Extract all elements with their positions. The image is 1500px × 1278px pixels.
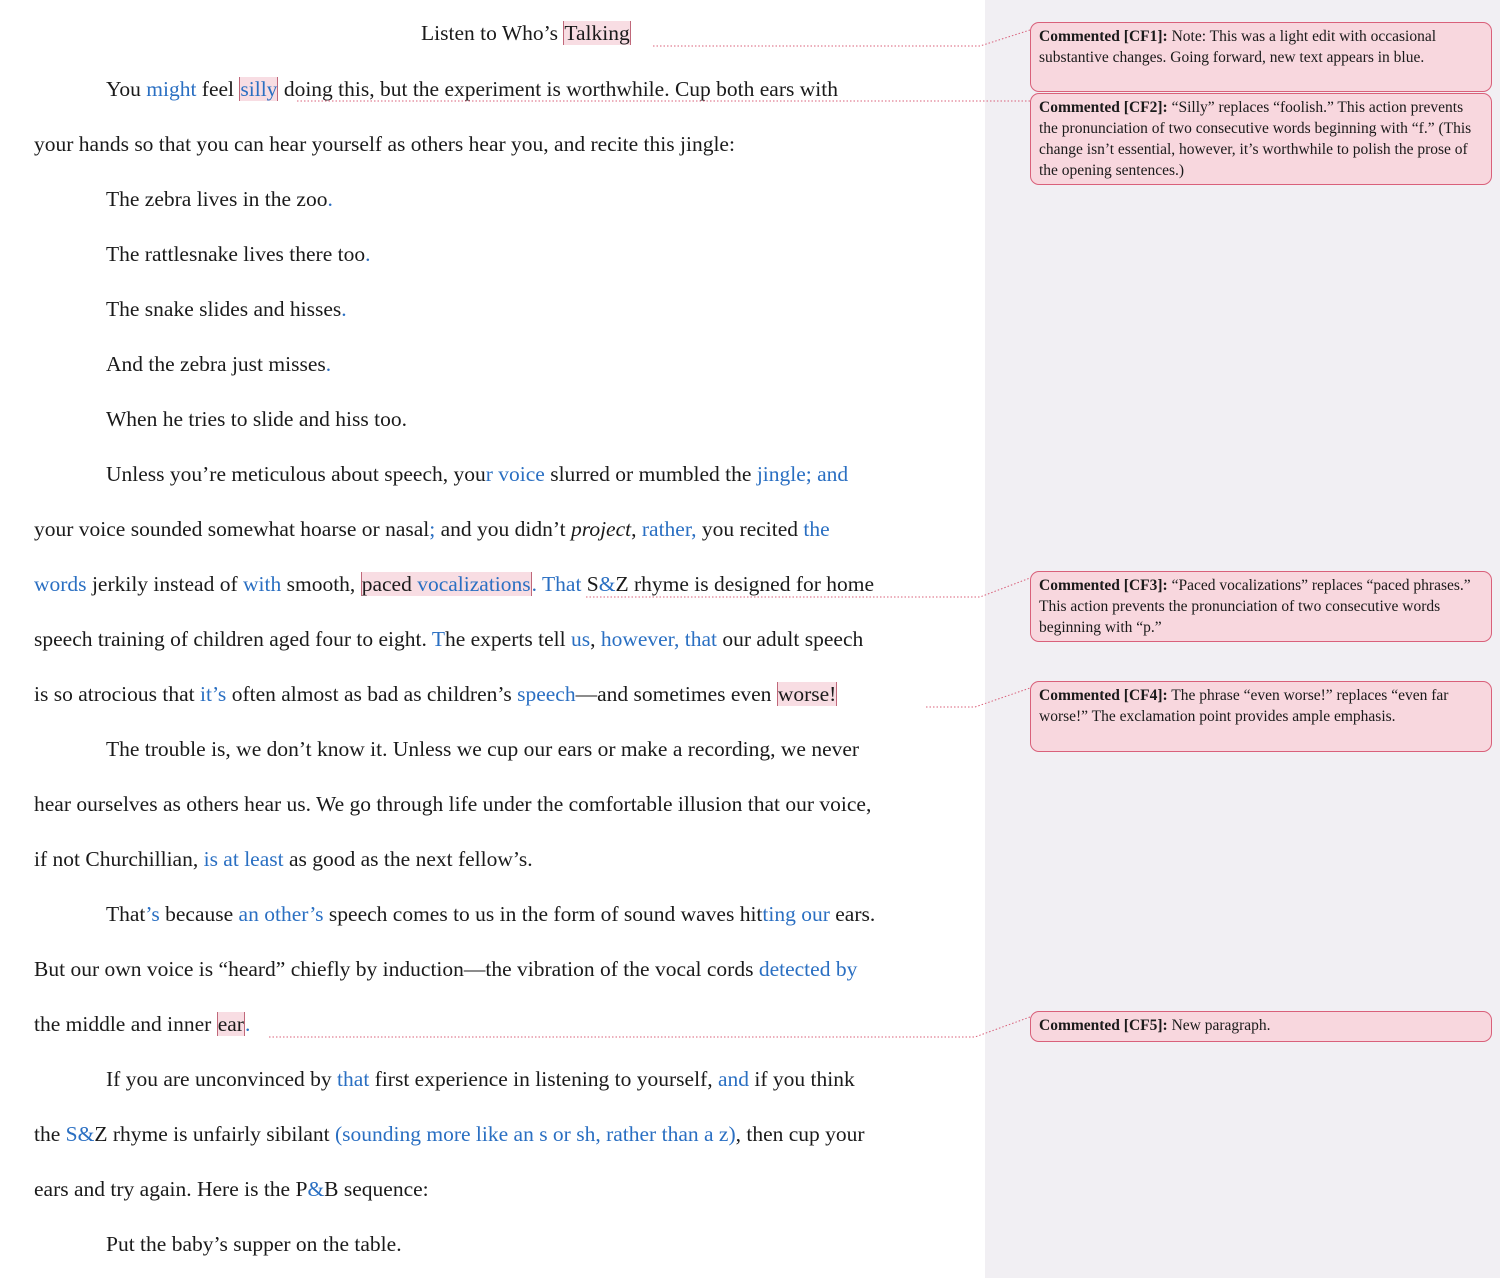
jingle-line: And the zebra just misses. xyxy=(106,352,332,376)
paragraph-line: your voice sounded somewhat hoarse or nasal; and you didn’t project, rather, you recited the xyxy=(34,517,830,541)
paragraph-line: if not Churchillian, is at least as good as the next fellow’s. xyxy=(34,847,533,871)
jingle-line: When he tries to slide and hiss too. xyxy=(106,407,407,431)
comment-anchor-cf5[interactable]: ear xyxy=(217,1012,244,1036)
comment-cf4[interactable]: Commented [CF4]: The phrase “even worse!” replaces “even far worse!” The exclamation point provides ample emphasis. xyxy=(1030,681,1492,752)
jingle-line: The snake slides and hisses. xyxy=(106,297,347,321)
paragraph-line: the middle and inner ear. xyxy=(34,1012,251,1036)
paragraph-line: speech training of children aged four to eight. The experts tell us, however, that our adult speech xyxy=(34,627,864,651)
jingle-line: The zebra lives in the zoo. xyxy=(106,187,333,211)
comment-cf5[interactable]: Commented [CF5]: New paragraph. xyxy=(1030,1011,1492,1042)
paragraph-line: is so atrocious that it’s often almost as bad as children’s speech—and sometimes even worse! xyxy=(34,682,837,706)
paragraph-line: the S&Z rhyme is unfairly sibilant (sounding more like an s or sh, rather than a z), then cup your xyxy=(34,1122,865,1146)
paragraph-line: words jerkily instead of with smooth, paced vocalizations. That S&Z rhyme is designed for home xyxy=(34,572,875,596)
paragraph-line: your hands so that you can hear yourself as others hear you, and recite this jingle: xyxy=(34,132,735,156)
comment-cf1[interactable]: Commented [CF1]: Note: This was a light edit with occasional substantive changes. Going forward, new text appears in blue. xyxy=(1030,22,1492,92)
comment-anchor-cf4[interactable]: worse! xyxy=(777,682,837,706)
paragraph-line: The trouble is, we don’t know it. Unless we cup our ears or make a recording, we never xyxy=(106,737,860,761)
paragraph-line: ears and try again. Here is the P&B sequence: xyxy=(34,1177,429,1201)
comment-cf2[interactable]: Commented [CF2]: “Silly” replaces “foolish.” This action prevents the pronunciation of two consecutive words beginning with “f.” (This change isn’t essential, however, it’s worthwhile to polish the prose of the opening sentences.) xyxy=(1030,93,1492,185)
paragraph-line: Unless you’re meticulous about speech, your voice slurred or mumbled the jingle; and xyxy=(106,462,849,486)
paragraph-line: If you are unconvinced by that first experience in listening to yourself, and if you think xyxy=(106,1067,855,1091)
paragraph-line: hear ourselves as others hear us. We go through life under the comfortable illusion that our voice, xyxy=(34,792,872,816)
comment-anchor-cf2[interactable]: silly xyxy=(240,77,278,101)
paragraph-line: But our own voice is “heard” chiefly by induction—the vibration of the vocal cords detected by xyxy=(34,957,858,981)
sequence-line: Put the baby’s supper on the table. xyxy=(106,1232,402,1256)
comment-anchor-cf1[interactable]: Talking xyxy=(564,21,630,45)
comment-cf3[interactable]: Commented [CF3]: “Paced vocalizations” replaces “paced phrases.” This action prevents the pronunciation of two consecutive words beginning with “p.” xyxy=(1030,571,1492,642)
paragraph-line: That’s because an other’s speech comes to us in the form of sound waves hitting our ears. xyxy=(106,902,876,926)
jingle-line: The rattlesnake lives there too. xyxy=(106,242,371,266)
paragraph-line: You might feel silly doing this, but the experiment is worthwhile. Cup both ears with xyxy=(106,77,838,101)
document-title: Listen to Who’s Talking xyxy=(421,21,630,45)
comment-anchor-cf3[interactable]: paced vocalizations xyxy=(361,572,531,596)
